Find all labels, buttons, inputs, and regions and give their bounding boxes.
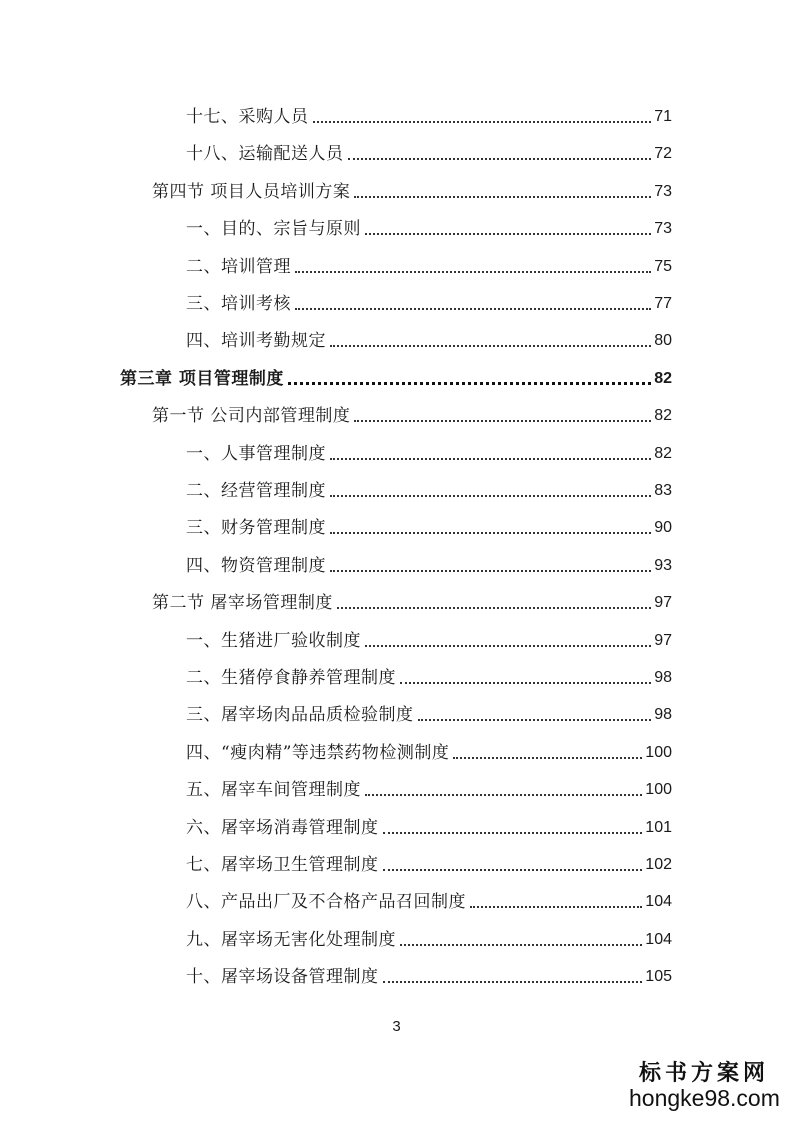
toc-dot-leader [295, 271, 651, 273]
toc-entry-page: 105 [645, 968, 672, 986]
toc-entry-page: 73 [654, 182, 672, 200]
toc-chapter[interactable] [120, 362, 672, 390]
toc-item[interactable] [186, 960, 672, 988]
toc-dot-leader [330, 458, 651, 460]
toc-entry-page: 77 [654, 295, 672, 312]
toc-dot-leader [453, 757, 642, 759]
toc-item[interactable] [186, 848, 672, 876]
toc-entry-title: 第四节 项目人员培训方案 [152, 181, 351, 202]
toc-entry-title: 一、目的、宗旨与原则 [186, 219, 361, 240]
toc-item[interactable] [186, 624, 672, 652]
toc-entry-page: 104 [645, 893, 672, 911]
toc-dot-leader [330, 570, 651, 572]
watermark-url: hongke98.com [629, 1085, 780, 1111]
toc-entry-page: 73 [654, 220, 672, 238]
toc-dot-leader [400, 682, 651, 684]
toc-entry-page: 83 [654, 482, 672, 499]
toc-entry-title: 三、财务管理制度 [186, 518, 326, 539]
toc-entry-title: 第一节 公司内部管理制度 [152, 406, 351, 427]
watermark [629, 1056, 779, 1112]
toc-entry-page: 100 [645, 781, 672, 799]
toc-entry-title: 二、经营管理制度 [186, 481, 326, 501]
toc-entry-title: 五、屠宰车间管理制度 [186, 780, 361, 801]
toc-item[interactable] [186, 736, 672, 764]
toc-entry-title: 三、培训考核 [186, 294, 291, 314]
toc-dot-leader [365, 233, 651, 235]
toc-entry-page: 98 [654, 669, 672, 686]
toc-entry-title: 四、物资管理制度 [186, 555, 326, 576]
toc-item[interactable] [186, 923, 672, 951]
toc-item[interactable] [186, 437, 672, 465]
toc-item[interactable] [186, 287, 672, 315]
toc-entry-title: 十、屠宰场设备管理制度 [186, 967, 379, 988]
toc-section[interactable] [152, 586, 672, 614]
toc-entry-title: 六、屠宰场消毒管理制度 [186, 817, 379, 838]
toc-section[interactable] [152, 399, 672, 427]
toc-entry-page: 102 [645, 856, 672, 873]
toc-dot-leader [330, 345, 651, 347]
watermark-name: 标书方案网 [638, 1060, 769, 1086]
toc-entry-page: 97 [654, 631, 672, 649]
toc-dot-leader [288, 382, 651, 385]
toc-entry-title: 七、屠宰场卫生管理制度 [186, 855, 379, 875]
toc-item[interactable] [186, 661, 672, 689]
toc-entry-page: 98 [654, 706, 672, 724]
toc-entry-title: 第二节 屠宰场管理制度 [152, 593, 333, 614]
toc-item[interactable] [186, 885, 672, 913]
toc-entry-title: 四、培训考勤规定 [186, 331, 326, 352]
toc-entry-page: 90 [654, 519, 672, 537]
toc-item[interactable] [186, 811, 672, 839]
toc-dot-leader [354, 196, 651, 198]
toc-entry-title: 三、屠宰场肉品品质检验制度 [186, 705, 414, 726]
toc-dot-leader [313, 121, 652, 123]
toc-dot-leader [337, 607, 651, 609]
toc-item[interactable] [186, 137, 672, 165]
toc-dot-leader [365, 645, 651, 647]
toc-item[interactable] [186, 511, 672, 539]
toc-section[interactable] [152, 175, 672, 203]
toc-item[interactable] [186, 324, 672, 352]
toc-entry-page: 93 [654, 556, 672, 574]
toc-item[interactable] [186, 773, 672, 801]
toc-dot-leader [330, 532, 651, 534]
toc-entry-page: 75 [654, 257, 672, 275]
toc-item[interactable] [186, 250, 672, 278]
toc-entry-page: 82 [654, 444, 672, 462]
toc-dot-leader [354, 420, 651, 422]
toc-entry-page: 82 [654, 369, 672, 387]
toc-item[interactable] [186, 100, 672, 128]
toc-entry-title: 一、人事管理制度 [186, 443, 326, 464]
toc-entry-title: 九、屠宰场无害化处理制度 [186, 929, 396, 950]
toc-entry-title: 四、“瘦肉精”等违禁药物检测制度 [186, 742, 450, 763]
toc-entry-title: 二、培训管理 [186, 256, 291, 277]
toc-dot-leader [383, 869, 643, 871]
toc-entry-page: 71 [654, 108, 672, 125]
page-number: 3 [392, 1018, 401, 1035]
toc-entry-page: 72 [654, 145, 672, 163]
toc-entry-title: 一、生猪进厂验收制度 [186, 630, 361, 651]
toc-item[interactable] [186, 474, 672, 502]
toc-dot-leader [330, 495, 651, 497]
toc-entry-page: 97 [654, 594, 672, 612]
toc-entry-title: 十七、采购人员 [186, 107, 309, 127]
toc-entry-page: 82 [654, 407, 672, 425]
toc-entry-page: 101 [645, 818, 672, 836]
toc-entry-title: 十八、运输配送人员 [186, 144, 344, 165]
toc-dot-leader [383, 832, 643, 834]
toc-dot-leader [295, 308, 651, 310]
toc-item[interactable] [186, 698, 672, 726]
toc-entry-page: 104 [645, 930, 672, 948]
toc-dot-leader [418, 719, 652, 721]
toc-entry-title: 二、生猪停食静养管理制度 [186, 668, 396, 688]
toc-entry-page: 80 [654, 332, 672, 350]
toc-dot-leader [470, 906, 642, 908]
toc-entry-title: 第三章 项目管理制度 [120, 368, 284, 389]
toc-dot-leader [400, 944, 642, 946]
toc-dot-leader [383, 981, 643, 983]
toc-entry-title: 八、产品出厂及不合格产品召回制度 [186, 892, 466, 913]
toc-entry-page: 100 [645, 743, 672, 761]
toc-dot-leader [365, 794, 642, 796]
toc-item[interactable] [186, 212, 672, 240]
toc-dot-leader [348, 158, 652, 160]
toc-item[interactable] [186, 549, 672, 577]
